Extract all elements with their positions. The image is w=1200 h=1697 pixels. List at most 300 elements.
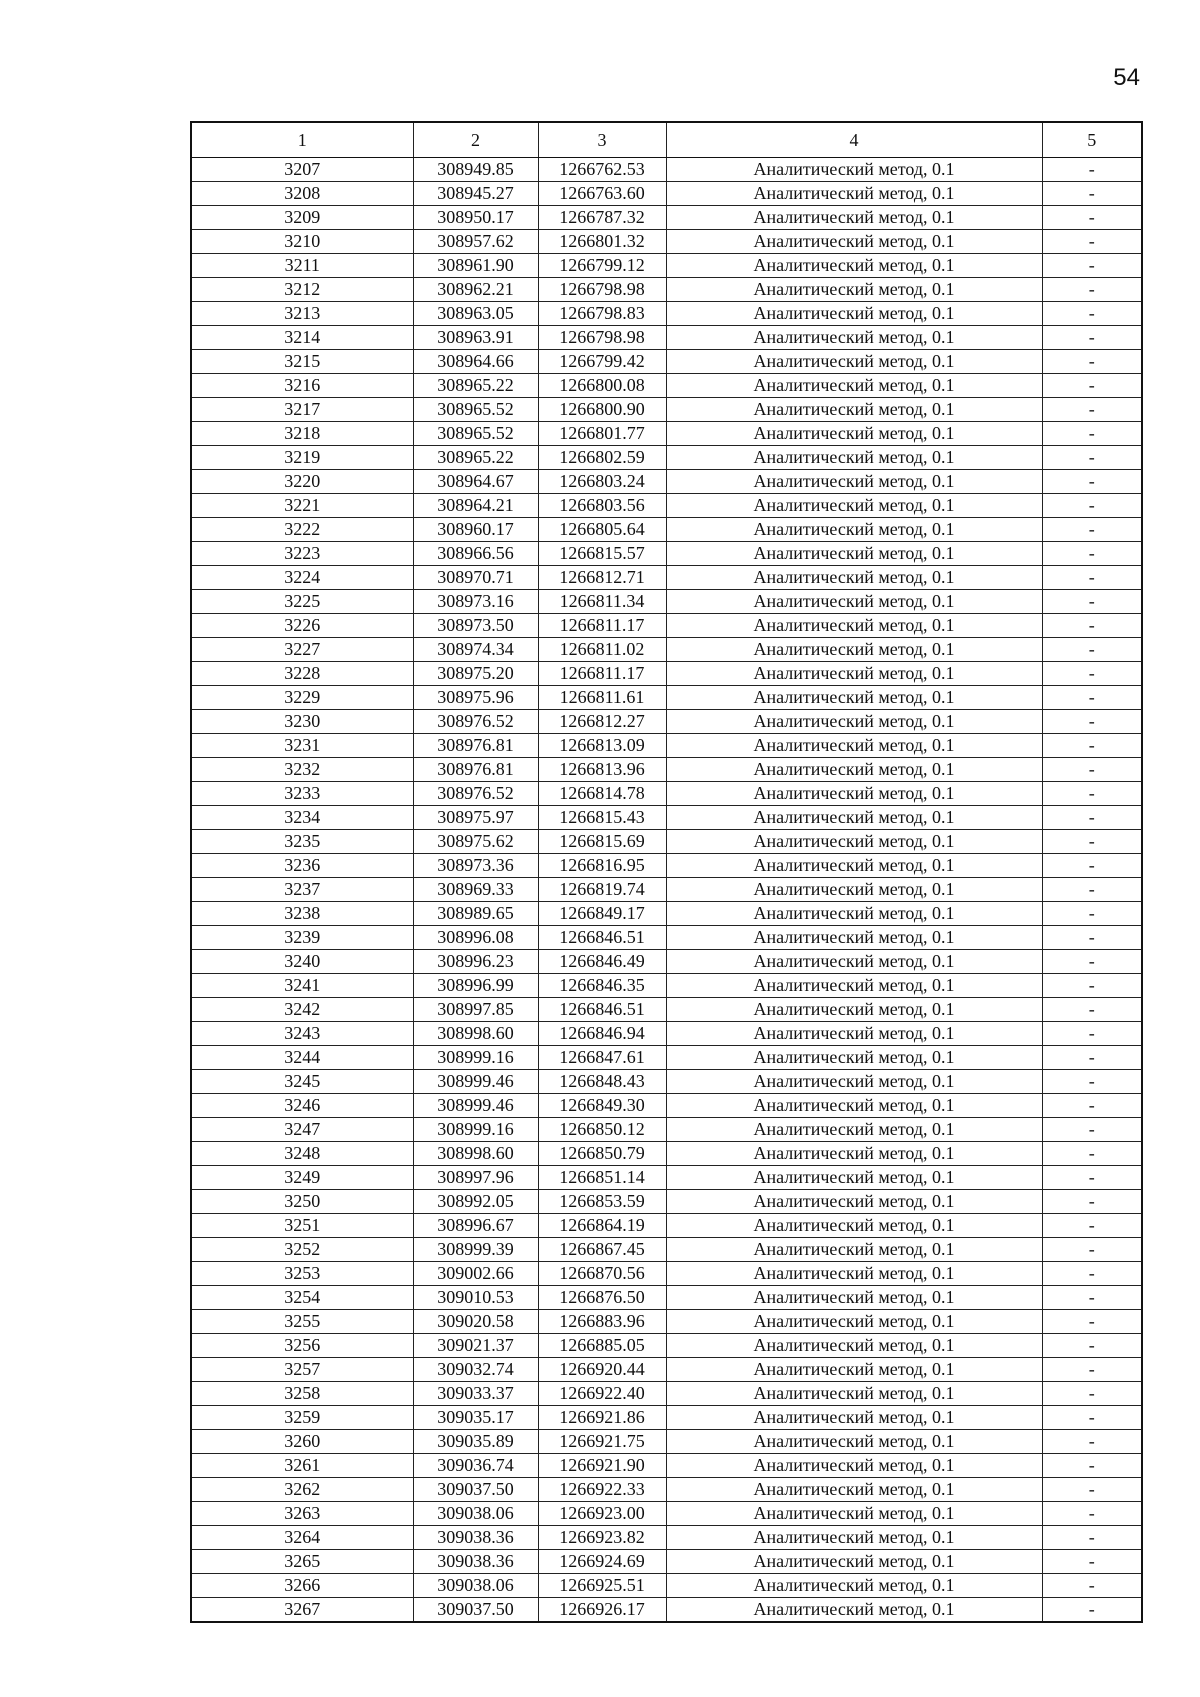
x-coordinate-cell: 308950.17 — [413, 206, 538, 230]
y-coordinate-cell: 1266885.05 — [538, 1334, 666, 1358]
point-number-cell: 3265 — [191, 1550, 413, 1574]
table-row — [191, 974, 1142, 998]
description-cell: - — [1042, 998, 1142, 1022]
method-cell: Аналитический метод, 0.1 — [666, 590, 1042, 614]
x-coordinate-cell: 308974.34 — [413, 638, 538, 662]
x-coordinate-cell: 308998.60 — [413, 1142, 538, 1166]
x-coordinate-cell: 308945.27 — [413, 182, 538, 206]
y-coordinate-cell: 1266850.79 — [538, 1142, 666, 1166]
x-coordinate-cell: 308996.67 — [413, 1214, 538, 1238]
table-row — [191, 1526, 1142, 1550]
description-cell: - — [1042, 1214, 1142, 1238]
description-cell: - — [1042, 398, 1142, 422]
y-coordinate-cell: 1266800.08 — [538, 374, 666, 398]
table-row — [191, 1070, 1142, 1094]
x-coordinate-cell: 308997.85 — [413, 998, 538, 1022]
point-number-cell: 3258 — [191, 1382, 413, 1406]
method-cell: Аналитический метод, 0.1 — [666, 494, 1042, 518]
table-row — [191, 494, 1142, 518]
y-coordinate-cell: 1266926.17 — [538, 1598, 666, 1623]
x-coordinate-cell: 309033.37 — [413, 1382, 538, 1406]
point-number-cell: 3241 — [191, 974, 413, 998]
x-coordinate-cell: 308962.21 — [413, 278, 538, 302]
point-number-cell: 3239 — [191, 926, 413, 950]
x-coordinate-cell: 308976.81 — [413, 734, 538, 758]
y-coordinate-cell: 1266813.09 — [538, 734, 666, 758]
x-coordinate-cell: 308999.46 — [413, 1070, 538, 1094]
table-row — [191, 1430, 1142, 1454]
point-number-cell: 3257 — [191, 1358, 413, 1382]
method-cell: Аналитический метод, 0.1 — [666, 734, 1042, 758]
point-number-cell: 3209 — [191, 206, 413, 230]
description-cell: - — [1042, 1478, 1142, 1502]
x-coordinate-cell: 308992.05 — [413, 1190, 538, 1214]
description-cell: - — [1042, 1166, 1142, 1190]
point-number-cell: 3212 — [191, 278, 413, 302]
point-number-cell: 3254 — [191, 1286, 413, 1310]
x-coordinate-cell: 309035.89 — [413, 1430, 538, 1454]
y-coordinate-cell: 1266851.14 — [538, 1166, 666, 1190]
method-cell: Аналитический метод, 0.1 — [666, 1070, 1042, 1094]
x-coordinate-cell: 309037.50 — [413, 1478, 538, 1502]
description-cell: - — [1042, 182, 1142, 206]
table-row — [191, 1406, 1142, 1430]
x-coordinate-cell: 308999.16 — [413, 1118, 538, 1142]
description-cell: - — [1042, 1406, 1142, 1430]
point-number-cell: 3249 — [191, 1166, 413, 1190]
method-cell: Аналитический метод, 0.1 — [666, 902, 1042, 926]
table-row — [191, 1382, 1142, 1406]
x-coordinate-cell: 308966.56 — [413, 542, 538, 566]
column-header-4: 4 — [666, 122, 1042, 158]
method-cell: Аналитический метод, 0.1 — [666, 206, 1042, 230]
method-cell: Аналитический метод, 0.1 — [666, 1094, 1042, 1118]
table-row — [191, 398, 1142, 422]
method-cell: Аналитический метод, 0.1 — [666, 326, 1042, 350]
y-coordinate-cell: 1266847.61 — [538, 1046, 666, 1070]
table-row — [191, 1358, 1142, 1382]
method-cell: Аналитический метод, 0.1 — [666, 446, 1042, 470]
y-coordinate-cell: 1266846.94 — [538, 1022, 666, 1046]
y-coordinate-cell: 1266799.42 — [538, 350, 666, 374]
point-number-cell: 3218 — [191, 422, 413, 446]
point-number-cell: 3213 — [191, 302, 413, 326]
y-coordinate-cell: 1266849.30 — [538, 1094, 666, 1118]
method-cell: Аналитический метод, 0.1 — [666, 1334, 1042, 1358]
description-cell: - — [1042, 1358, 1142, 1382]
table-row — [191, 230, 1142, 254]
x-coordinate-cell: 309038.36 — [413, 1526, 538, 1550]
method-cell: Аналитический метод, 0.1 — [666, 1550, 1042, 1574]
x-coordinate-cell: 308996.99 — [413, 974, 538, 998]
table-row — [191, 1262, 1142, 1286]
description-cell: - — [1042, 326, 1142, 350]
table-row — [191, 638, 1142, 662]
description-cell: - — [1042, 1142, 1142, 1166]
table-row — [191, 998, 1142, 1022]
method-cell: Аналитический метод, 0.1 — [666, 1382, 1042, 1406]
point-number-cell: 3252 — [191, 1238, 413, 1262]
description-cell: - — [1042, 206, 1142, 230]
table-row — [191, 686, 1142, 710]
description-cell: - — [1042, 950, 1142, 974]
table-row — [191, 302, 1142, 326]
table-row — [191, 782, 1142, 806]
description-cell: - — [1042, 902, 1142, 926]
point-number-cell: 3242 — [191, 998, 413, 1022]
description-cell: - — [1042, 470, 1142, 494]
point-number-cell: 3243 — [191, 1022, 413, 1046]
x-coordinate-cell: 308998.60 — [413, 1022, 538, 1046]
method-cell: Аналитический метод, 0.1 — [666, 1526, 1042, 1550]
table-row — [191, 758, 1142, 782]
method-cell: Аналитический метод, 0.1 — [666, 542, 1042, 566]
y-coordinate-cell: 1266923.82 — [538, 1526, 666, 1550]
x-coordinate-cell: 308961.90 — [413, 254, 538, 278]
method-cell: Аналитический метод, 0.1 — [666, 158, 1042, 182]
method-cell: Аналитический метод, 0.1 — [666, 1190, 1042, 1214]
method-cell: Аналитический метод, 0.1 — [666, 974, 1042, 998]
x-coordinate-cell: 308960.17 — [413, 518, 538, 542]
y-coordinate-cell: 1266815.43 — [538, 806, 666, 830]
x-coordinate-cell: 308965.52 — [413, 422, 538, 446]
point-number-cell: 3219 — [191, 446, 413, 470]
description-cell: - — [1042, 518, 1142, 542]
point-number-cell: 3262 — [191, 1478, 413, 1502]
description-cell: - — [1042, 758, 1142, 782]
point-number-cell: 3220 — [191, 470, 413, 494]
y-coordinate-cell: 1266922.40 — [538, 1382, 666, 1406]
y-coordinate-cell: 1266812.27 — [538, 710, 666, 734]
method-cell: Аналитический метод, 0.1 — [666, 1478, 1042, 1502]
y-coordinate-cell: 1266814.78 — [538, 782, 666, 806]
method-cell: Аналитический метод, 0.1 — [666, 566, 1042, 590]
x-coordinate-cell: 308964.66 — [413, 350, 538, 374]
method-cell: Аналитический метод, 0.1 — [666, 830, 1042, 854]
table-row — [191, 422, 1142, 446]
point-number-cell: 3263 — [191, 1502, 413, 1526]
description-cell: - — [1042, 1190, 1142, 1214]
x-coordinate-cell: 308976.52 — [413, 710, 538, 734]
table-row — [191, 1238, 1142, 1262]
x-coordinate-cell: 308973.50 — [413, 614, 538, 638]
description-cell: - — [1042, 926, 1142, 950]
y-coordinate-cell: 1266815.69 — [538, 830, 666, 854]
table-row — [191, 710, 1142, 734]
method-cell: Аналитический метод, 0.1 — [666, 1502, 1042, 1526]
table-row — [191, 182, 1142, 206]
table-row — [191, 734, 1142, 758]
description-cell: - — [1042, 614, 1142, 638]
table-row — [191, 254, 1142, 278]
table-row — [191, 590, 1142, 614]
table-row — [191, 662, 1142, 686]
description-cell: - — [1042, 1118, 1142, 1142]
description-cell: - — [1042, 1310, 1142, 1334]
page-number: 54 — [1113, 64, 1140, 91]
description-cell: - — [1042, 494, 1142, 518]
point-number-cell: 3207 — [191, 158, 413, 182]
x-coordinate-cell: 308999.46 — [413, 1094, 538, 1118]
point-number-cell: 3230 — [191, 710, 413, 734]
table-row — [191, 950, 1142, 974]
method-cell: Аналитический метод, 0.1 — [666, 182, 1042, 206]
method-cell: Аналитический метод, 0.1 — [666, 1358, 1042, 1382]
point-number-cell: 3240 — [191, 950, 413, 974]
point-number-cell: 3238 — [191, 902, 413, 926]
column-header-2: 2 — [413, 122, 538, 158]
point-number-cell: 3208 — [191, 182, 413, 206]
x-coordinate-cell: 308975.96 — [413, 686, 538, 710]
x-coordinate-cell: 308997.96 — [413, 1166, 538, 1190]
y-coordinate-cell: 1266883.96 — [538, 1310, 666, 1334]
x-coordinate-cell: 309038.06 — [413, 1574, 538, 1598]
table-row — [191, 542, 1142, 566]
y-coordinate-cell: 1266813.96 — [538, 758, 666, 782]
method-cell: Аналитический метод, 0.1 — [666, 1310, 1042, 1334]
method-cell: Аналитический метод, 0.1 — [666, 662, 1042, 686]
method-cell: Аналитический метод, 0.1 — [666, 878, 1042, 902]
table-row — [191, 1454, 1142, 1478]
table-header-row — [191, 122, 1142, 158]
point-number-cell: 3266 — [191, 1574, 413, 1598]
table-row — [191, 1046, 1142, 1070]
description-cell: - — [1042, 230, 1142, 254]
y-coordinate-cell: 1266921.75 — [538, 1430, 666, 1454]
description-cell: - — [1042, 854, 1142, 878]
y-coordinate-cell: 1266801.77 — [538, 422, 666, 446]
description-cell: - — [1042, 686, 1142, 710]
method-cell: Аналитический метод, 0.1 — [666, 806, 1042, 830]
point-number-cell: 3231 — [191, 734, 413, 758]
y-coordinate-cell: 1266853.59 — [538, 1190, 666, 1214]
method-cell: Аналитический метод, 0.1 — [666, 518, 1042, 542]
point-number-cell: 3253 — [191, 1262, 413, 1286]
point-number-cell: 3250 — [191, 1190, 413, 1214]
description-cell: - — [1042, 1286, 1142, 1310]
table-row — [191, 1190, 1142, 1214]
y-coordinate-cell: 1266815.57 — [538, 542, 666, 566]
description-cell: - — [1042, 806, 1142, 830]
x-coordinate-cell: 308965.22 — [413, 446, 538, 470]
method-cell: Аналитический метод, 0.1 — [666, 1046, 1042, 1070]
y-coordinate-cell: 1266920.44 — [538, 1358, 666, 1382]
x-coordinate-cell: 309038.36 — [413, 1550, 538, 1574]
x-coordinate-cell: 308976.81 — [413, 758, 538, 782]
y-coordinate-cell: 1266846.35 — [538, 974, 666, 998]
description-cell: - — [1042, 1094, 1142, 1118]
table-row — [191, 278, 1142, 302]
description-cell: - — [1042, 422, 1142, 446]
point-number-cell: 3251 — [191, 1214, 413, 1238]
method-cell: Аналитический метод, 0.1 — [666, 470, 1042, 494]
description-cell: - — [1042, 1550, 1142, 1574]
table-row — [191, 1094, 1142, 1118]
table-row — [191, 1118, 1142, 1142]
point-number-cell: 3259 — [191, 1406, 413, 1430]
point-number-cell: 3227 — [191, 638, 413, 662]
description-cell: - — [1042, 542, 1142, 566]
y-coordinate-cell: 1266848.43 — [538, 1070, 666, 1094]
table-row — [191, 470, 1142, 494]
point-number-cell: 3256 — [191, 1334, 413, 1358]
x-coordinate-cell: 309010.53 — [413, 1286, 538, 1310]
x-coordinate-cell: 308976.52 — [413, 782, 538, 806]
method-cell: Аналитический метод, 0.1 — [666, 926, 1042, 950]
method-cell: Аналитический метод, 0.1 — [666, 254, 1042, 278]
table-row — [191, 518, 1142, 542]
method-cell: Аналитический метод, 0.1 — [666, 1454, 1042, 1478]
x-coordinate-cell: 309038.06 — [413, 1502, 538, 1526]
y-coordinate-cell: 1266921.86 — [538, 1406, 666, 1430]
x-coordinate-cell: 308999.16 — [413, 1046, 538, 1070]
y-coordinate-cell: 1266846.51 — [538, 926, 666, 950]
y-coordinate-cell: 1266923.00 — [538, 1502, 666, 1526]
y-coordinate-cell: 1266870.56 — [538, 1262, 666, 1286]
point-number-cell: 3211 — [191, 254, 413, 278]
point-number-cell: 3210 — [191, 230, 413, 254]
y-coordinate-cell: 1266925.51 — [538, 1574, 666, 1598]
y-coordinate-cell: 1266800.90 — [538, 398, 666, 422]
x-coordinate-cell: 309035.17 — [413, 1406, 538, 1430]
method-cell: Аналитический метод, 0.1 — [666, 1406, 1042, 1430]
description-cell: - — [1042, 1262, 1142, 1286]
table-row — [191, 1166, 1142, 1190]
description-cell: - — [1042, 566, 1142, 590]
table-row — [191, 374, 1142, 398]
point-number-cell: 3246 — [191, 1094, 413, 1118]
x-coordinate-cell: 308963.91 — [413, 326, 538, 350]
point-number-cell: 3237 — [191, 878, 413, 902]
description-cell: - — [1042, 1502, 1142, 1526]
description-cell: - — [1042, 1070, 1142, 1094]
x-coordinate-cell: 308973.16 — [413, 590, 538, 614]
point-number-cell: 3236 — [191, 854, 413, 878]
description-cell: - — [1042, 1238, 1142, 1262]
table-row — [191, 902, 1142, 926]
table-row — [191, 1022, 1142, 1046]
method-cell: Аналитический метод, 0.1 — [666, 1166, 1042, 1190]
x-coordinate-cell: 308965.22 — [413, 374, 538, 398]
table-row — [191, 350, 1142, 374]
y-coordinate-cell: 1266802.59 — [538, 446, 666, 470]
y-coordinate-cell: 1266812.71 — [538, 566, 666, 590]
y-coordinate-cell: 1266801.32 — [538, 230, 666, 254]
x-coordinate-cell: 308999.39 — [413, 1238, 538, 1262]
table-row — [191, 446, 1142, 470]
table-row — [191, 1142, 1142, 1166]
y-coordinate-cell: 1266922.33 — [538, 1478, 666, 1502]
point-number-cell: 3221 — [191, 494, 413, 518]
column-header-5: 5 — [1042, 122, 1142, 158]
method-cell: Аналитический метод, 0.1 — [666, 854, 1042, 878]
description-cell: - — [1042, 446, 1142, 470]
description-cell: - — [1042, 1574, 1142, 1598]
y-coordinate-cell: 1266803.56 — [538, 494, 666, 518]
y-coordinate-cell: 1266798.98 — [538, 326, 666, 350]
table-row — [191, 1310, 1142, 1334]
method-cell: Аналитический метод, 0.1 — [666, 230, 1042, 254]
method-cell: Аналитический метод, 0.1 — [666, 950, 1042, 974]
method-cell: Аналитический метод, 0.1 — [666, 1430, 1042, 1454]
y-coordinate-cell: 1266846.49 — [538, 950, 666, 974]
description-cell: - — [1042, 1382, 1142, 1406]
method-cell: Аналитический метод, 0.1 — [666, 1286, 1042, 1310]
table-row — [191, 878, 1142, 902]
table-row — [191, 158, 1142, 182]
point-number-cell: 3264 — [191, 1526, 413, 1550]
description-cell: - — [1042, 374, 1142, 398]
y-coordinate-cell: 1266867.45 — [538, 1238, 666, 1262]
description-cell: - — [1042, 254, 1142, 278]
y-coordinate-cell: 1266846.51 — [538, 998, 666, 1022]
point-number-cell: 3248 — [191, 1142, 413, 1166]
y-coordinate-cell: 1266811.17 — [538, 662, 666, 686]
y-coordinate-cell: 1266864.19 — [538, 1214, 666, 1238]
x-coordinate-cell: 309020.58 — [413, 1310, 538, 1334]
description-cell: - — [1042, 1526, 1142, 1550]
x-coordinate-cell: 308963.05 — [413, 302, 538, 326]
method-cell: Аналитический метод, 0.1 — [666, 1262, 1042, 1286]
description-cell: - — [1042, 1430, 1142, 1454]
description-cell: - — [1042, 878, 1142, 902]
point-number-cell: 3244 — [191, 1046, 413, 1070]
point-number-cell: 3217 — [191, 398, 413, 422]
description-cell: - — [1042, 710, 1142, 734]
x-coordinate-cell: 308949.85 — [413, 158, 538, 182]
point-number-cell: 3260 — [191, 1430, 413, 1454]
description-cell: - — [1042, 1334, 1142, 1358]
x-coordinate-cell: 309021.37 — [413, 1334, 538, 1358]
description-cell: - — [1042, 302, 1142, 326]
point-number-cell: 3247 — [191, 1118, 413, 1142]
x-coordinate-cell: 308965.52 — [413, 398, 538, 422]
table-row — [191, 1550, 1142, 1574]
description-cell: - — [1042, 782, 1142, 806]
table-row — [191, 1286, 1142, 1310]
method-cell: Аналитический метод, 0.1 — [666, 782, 1042, 806]
table-row — [191, 566, 1142, 590]
description-cell: - — [1042, 1022, 1142, 1046]
y-coordinate-cell: 1266798.98 — [538, 278, 666, 302]
method-cell: Аналитический метод, 0.1 — [666, 614, 1042, 638]
y-coordinate-cell: 1266811.02 — [538, 638, 666, 662]
y-coordinate-cell: 1266811.61 — [538, 686, 666, 710]
y-coordinate-cell: 1266876.50 — [538, 1286, 666, 1310]
x-coordinate-cell: 309036.74 — [413, 1454, 538, 1478]
y-coordinate-cell: 1266787.32 — [538, 206, 666, 230]
x-coordinate-cell: 309002.66 — [413, 1262, 538, 1286]
x-coordinate-cell: 308996.23 — [413, 950, 538, 974]
x-coordinate-cell: 308964.67 — [413, 470, 538, 494]
description-cell: - — [1042, 662, 1142, 686]
point-number-cell: 3215 — [191, 350, 413, 374]
method-cell: Аналитический метод, 0.1 — [666, 1598, 1042, 1623]
x-coordinate-cell: 308975.62 — [413, 830, 538, 854]
table-row — [191, 1334, 1142, 1358]
method-cell: Аналитический метод, 0.1 — [666, 758, 1042, 782]
description-cell: - — [1042, 590, 1142, 614]
description-cell: - — [1042, 158, 1142, 182]
column-header-3: 3 — [538, 122, 666, 158]
method-cell: Аналитический метод, 0.1 — [666, 374, 1042, 398]
x-coordinate-cell: 309037.50 — [413, 1598, 538, 1623]
method-cell: Аналитический метод, 0.1 — [666, 302, 1042, 326]
method-cell: Аналитический метод, 0.1 — [666, 1238, 1042, 1262]
y-coordinate-cell: 1266819.74 — [538, 878, 666, 902]
description-cell: - — [1042, 350, 1142, 374]
point-number-cell: 3233 — [191, 782, 413, 806]
